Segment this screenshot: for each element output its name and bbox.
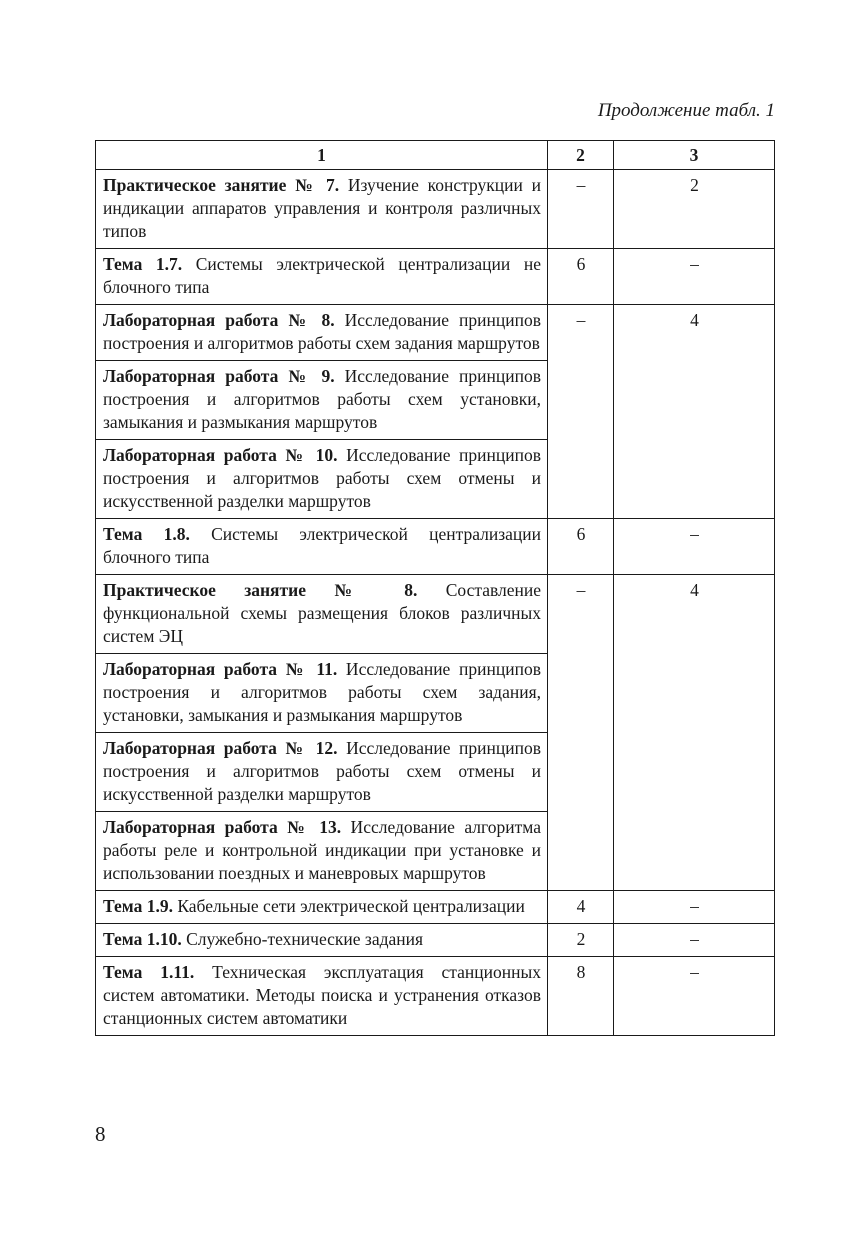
topic-description: Исследование алгоритма работы реле и контрольной индикации при установке и использовании поездных и маневровых маршрутов (103, 817, 542, 883)
topic-description: Исследование принципов построения и алгоритмов работы схем задания, установки, замыкания и размыкания маршрутов (103, 659, 541, 725)
table-row (96, 891, 775, 924)
table-continuation-caption: Продолжение табл. 1 (597, 100, 775, 121)
topic-title: Лабораторная работа № 13. (103, 817, 342, 837)
practice-hours-cell: – (614, 924, 775, 957)
topic-title: Практическое занятие № 8. (103, 580, 418, 600)
topic-description: Системы электрической централизации не блочного типа (103, 254, 541, 297)
hours-cell: 6 (548, 249, 614, 305)
topic-description: Кабельные сети электрической централизации (172, 896, 525, 916)
topic-cell (96, 957, 548, 1036)
topic-cell (96, 891, 548, 924)
topic-title: Лабораторная работа № 9. (103, 366, 335, 386)
practice-hours-cell: – (614, 519, 775, 575)
topic-cell (96, 440, 548, 519)
hours-cell: 8 (548, 957, 614, 1036)
practice-hours-cell: 4 (614, 575, 775, 891)
topic-title: Тема 1.8. (103, 524, 190, 544)
topic-cell (96, 654, 548, 733)
topic-cell (96, 733, 548, 812)
topic-description: Исследование принципов построения и алгоритмов работы схем задания маршрутов (103, 310, 541, 353)
table-row (96, 170, 775, 249)
hours-cell: 2 (548, 924, 614, 957)
hours-cell: – (548, 305, 614, 519)
topic-title: Лабораторная работа № 12. (103, 738, 338, 758)
topic-cell (96, 170, 548, 249)
topic-description: Служебно-технические задания (181, 929, 424, 949)
topic-description: Системы электрической централизации блочного типа (103, 524, 541, 567)
topic-description: Исследование принципов построения и алгоритмов работы схем отмены и искусственной разделки маршрутов (103, 445, 541, 511)
table-row (96, 957, 775, 1036)
topic-cell (96, 361, 548, 440)
topic-title: Лабораторная работа № 10. (103, 445, 338, 465)
topic-title: Лабораторная работа № 8. (103, 310, 335, 330)
topic-title: Практическое занятие № 7. (103, 175, 340, 195)
table-row (96, 305, 775, 361)
column-header: 2 (548, 141, 614, 170)
hours-cell: – (548, 170, 614, 249)
practice-hours-cell: 4 (614, 305, 775, 519)
table-header-row (96, 141, 775, 170)
topic-cell (96, 249, 548, 305)
practice-hours-cell: – (614, 891, 775, 924)
topic-cell (96, 812, 548, 891)
topic-description: Изучение конструкции и индикации аппаратов управления и контроля различных типов (103, 175, 541, 241)
topic-description: Исследование принципов построения и алгоритмов работы схем установки, замыкания и размыкания маршрутов (103, 366, 541, 432)
topic-title: Тема 1.11. (103, 962, 195, 982)
table-row (96, 249, 775, 305)
page-number: 8 (95, 1122, 106, 1146)
topic-description: Техническая эксплуатация станционных систем автоматики. Методы поиска и устранения отказов станционных систем автоматики (103, 962, 542, 1028)
column-header: 3 (614, 141, 775, 170)
practice-hours-cell: – (614, 957, 775, 1036)
topic-cell (96, 519, 548, 575)
topic-cell (96, 924, 548, 957)
topic-title: Тема 1.7. (103, 254, 183, 274)
topic-description: Составление функциональной схемы размещения блоков различных систем ЭЦ (103, 580, 541, 646)
table-row (96, 575, 775, 654)
topic-title: Тема 1.9. (103, 896, 173, 916)
topic-cell (96, 305, 548, 361)
practice-hours-cell: – (614, 249, 775, 305)
topic-title: Тема 1.10. (103, 929, 182, 949)
hours-cell: – (548, 575, 614, 891)
topic-title: Лабораторная работа № 11. (103, 659, 338, 679)
hours-cell: 4 (548, 891, 614, 924)
topic-description: Исследование принципов построения и алгоритмов работы схем отмены и искусственной разделки маршрутов (103, 738, 541, 804)
table-row (96, 519, 775, 575)
topic-cell (96, 575, 548, 654)
table-row (96, 924, 775, 957)
practice-hours-cell: 2 (614, 170, 775, 249)
column-header: 1 (96, 141, 548, 170)
curriculum-table (95, 140, 775, 1036)
hours-cell: 6 (548, 519, 614, 575)
